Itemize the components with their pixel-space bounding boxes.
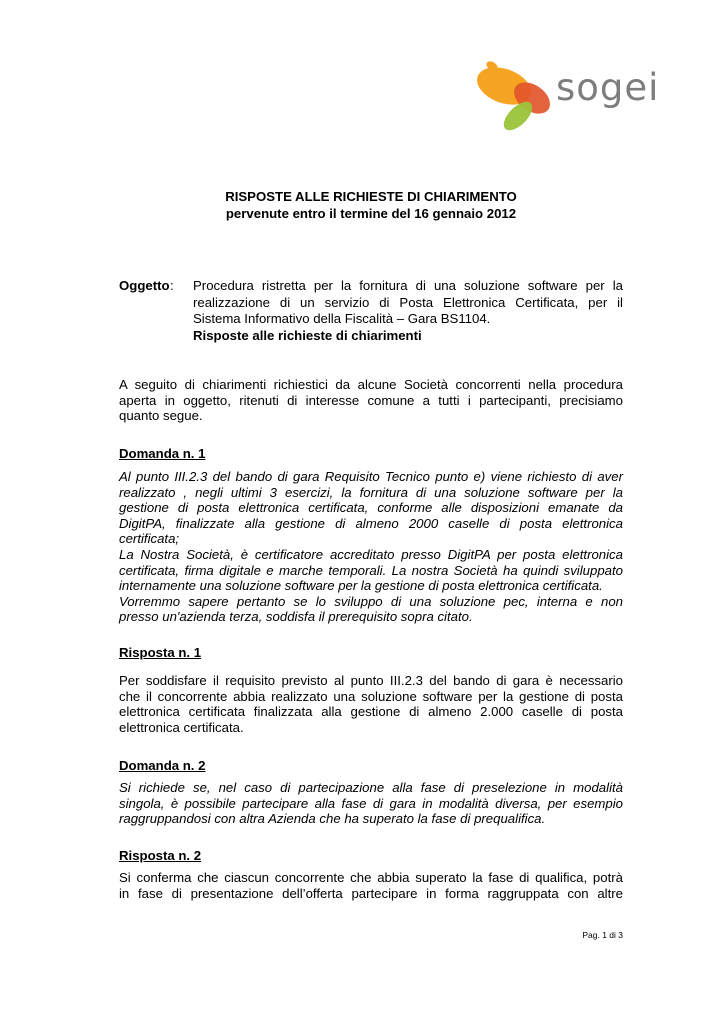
risposta-1-line: Per soddisfare il requisito previsto al punto III.2.3 del bando di gara è necessario [119, 673, 623, 688]
risposta-1-line: elettronica certificata finalizzata alla gestione di almeno 2.000 caselle di posta [119, 704, 623, 720]
domanda-1-line: certificata; [119, 531, 180, 547]
domanda-1-line: DigitPA, finalizzate alla gestione di almeno 2000 caselle di posta elettronica [119, 515, 623, 531]
domanda-2-text [119, 780, 623, 827]
oggetto-colon: : [170, 278, 174, 293]
domanda-1-line: presso un'azienda terza, soddisfa il prerequisito sopra citato. [119, 609, 473, 625]
risposta-1-heading: Risposta n. 1 [119, 645, 202, 660]
risposta-2-line: Si conferma che ciascun concorrente che abbia superato la fase di qualifica, potrà [119, 870, 623, 885]
risposta-1-line: elettronica certificata. [119, 719, 244, 735]
intro-paragraph [119, 377, 623, 424]
risposta-1-text [119, 673, 623, 735]
oggetto-line: Procedura ristretta per la fornitura di una soluzione software per la [193, 278, 623, 293]
risposta-1-line: che il concorrente abbia realizzato una soluzione software per la gestione di posta [119, 688, 623, 704]
domanda-2-line: Si richiede se, nel caso di partecipazione alla fase di preselezione in modalità [119, 780, 623, 795]
oggetto-body [193, 278, 623, 344]
risposta-2-heading: Risposta n. 2 [119, 848, 202, 863]
page-number: Pag. 1 di 3 [582, 930, 623, 940]
sogei-logo-mark [474, 52, 564, 136]
intro-line: A seguito di chiarimenti richiestici da alcune Società concorrenti nella procedura [119, 377, 623, 392]
document-title [119, 188, 623, 222]
oggetto-line: Sistema Informativo della Fiscalità – Gara BS1104. [193, 311, 491, 327]
title-line-2: pervenute entro il termine del 16 gennaio 2012 [225, 206, 517, 221]
risposta-2-line: in fase di presentazione dell’offerta partecipare in forma raggruppata con altre [119, 885, 623, 901]
domanda-1-line: Vorremmo sapere pertanto se lo sviluppo di una soluzione pec, interna e non [119, 593, 623, 609]
oggetto-label: Oggetto [119, 278, 170, 293]
domanda-1-line: Al punto III.2.3 del bando di gara Requisito Tecnico punto e) viene richiesto di aver [119, 469, 623, 484]
domanda-2-line: singola, è possibile partecipare alla fase di gara in modalità diversa, per esempio [119, 795, 623, 811]
domanda-1-heading: Domanda n. 1 [119, 446, 206, 461]
domanda-1-line: realizzato , negli ultimi 3 esercizi, la fornitura di una soluzione software per la [119, 484, 623, 500]
domanda-1-line: certificata, firma digitale e marche temporali. La nostra Società ha quindi sviluppato [119, 562, 623, 578]
domanda-1-line: gestione di posta elettronica certificata, conforme alle disposizioni emanate da [119, 500, 623, 516]
domanda-2-heading: Domanda n. 2 [119, 758, 206, 773]
domanda-1-line: internamente una soluzione software per la gestione di posta elettronica certificata. [119, 578, 603, 594]
oggetto-line: realizzazione di un servizio di Posta Elettronica Certificata, per il [193, 294, 623, 310]
sogei-logo-text: sogei [556, 66, 660, 109]
risposta-2-text [119, 870, 623, 901]
oggetto-subtitle: Risposte alle richieste di chiarimenti [193, 327, 422, 343]
intro-line: aperta in oggetto, ritenuti di interesse comune a tutti i partecipanti, precisiamo [119, 392, 623, 408]
title-line-1: RISPOSTE ALLE RICHIESTE DI CHIARIMENTO [225, 189, 517, 204]
domanda-1-line: La Nostra Società, è certificatore accreditato presso DigitPA per posta elettronica [119, 546, 623, 562]
intro-line: quanto segue. [119, 408, 203, 424]
domanda-1-text [119, 469, 623, 625]
domanda-2-line: raggruppandosi con altra Azienda che ha superato la fase di prequalifica. [119, 811, 546, 827]
